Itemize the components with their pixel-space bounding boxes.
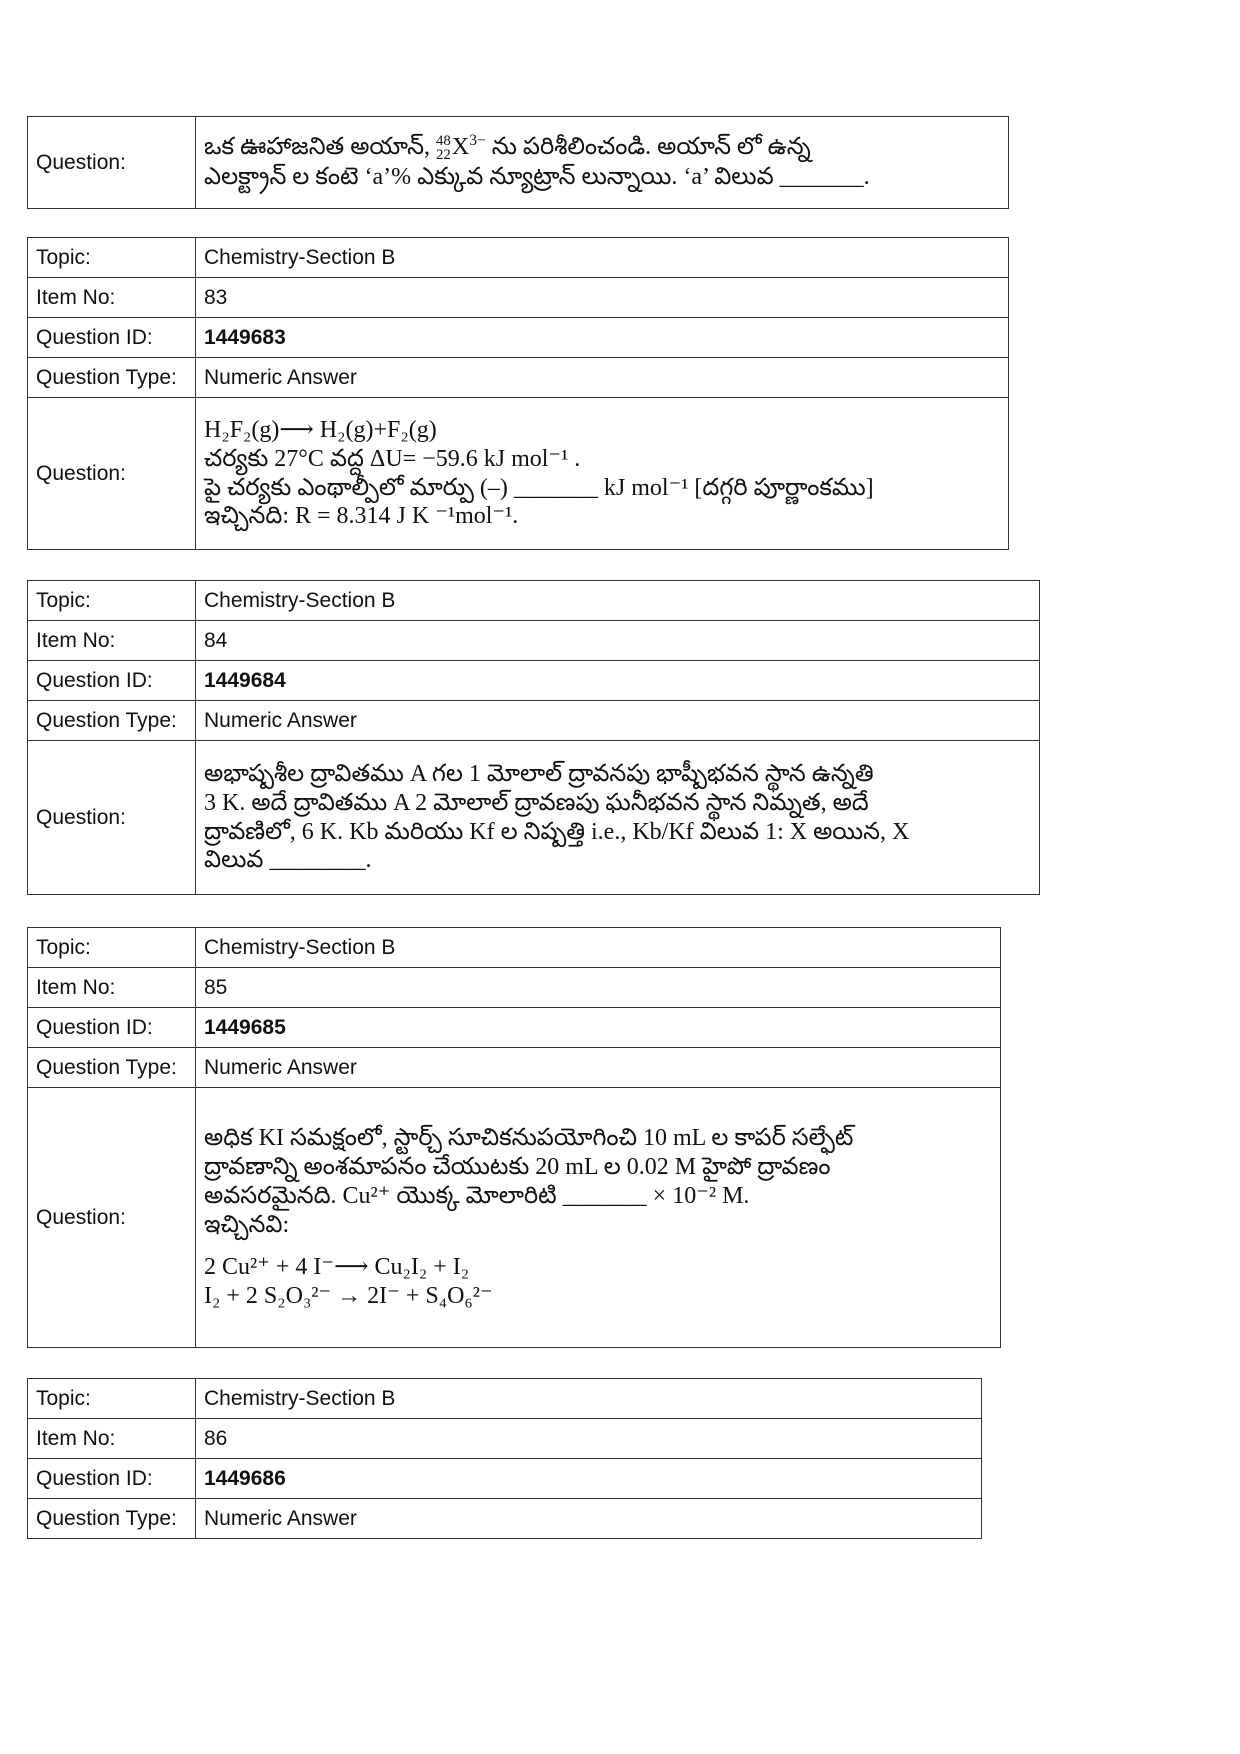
reaction-equation-1: 2 Cu²⁺ + 4 I⁻⟶ Cu₂I₂ + I₂ — [204, 1254, 470, 1281]
question-83-text — [196, 398, 1009, 550]
question-label: Question: — [28, 117, 196, 209]
topic-label: Topic: — [28, 238, 196, 278]
nuclide-symbol: X — [451, 133, 470, 160]
nuclide-charge: 3− — [469, 131, 486, 149]
item-no-value: 84 — [196, 621, 1040, 661]
question-type-label: Question Type: — [28, 701, 196, 741]
question-id-value: 1449683 — [196, 318, 1009, 358]
item-83-table — [27, 237, 1009, 550]
question-id-value: 1449684 — [196, 661, 1040, 701]
question-83-line3: పై చర్యకు ఎంథాల్పీలో మార్పు (–) _______ kJ mol⁻¹ [దగ్గరి పూర్ణాంకము] — [204, 474, 874, 501]
question-type-label: Question Type: — [28, 358, 196, 398]
question-label: Question: — [28, 1088, 196, 1348]
question-id-label: Question ID: — [28, 1459, 196, 1499]
item-no-value: 86 — [196, 1419, 982, 1459]
reaction-equation: H₂F₂(g)⟶ H₂(g)+F₂(g) — [204, 416, 437, 443]
topic-value: Chemistry-Section B — [196, 581, 1040, 621]
item-no-label: Item No: — [28, 621, 196, 661]
question-84-line4: విలువ ________. — [204, 847, 372, 874]
question-84-text — [196, 741, 1040, 895]
item-no-label: Item No: — [28, 1419, 196, 1459]
question-82-line1: ఒక ఊహాజనిత అయాన్, 48 $22X^{3-}$ ను పరిశీలించండి. అయాన్ లో ఉన్న — [204, 131, 811, 164]
answer-blank: _______ — [562, 1182, 647, 1209]
question-type-label: Question Type: — [28, 1499, 196, 1539]
item-84-table — [27, 580, 1040, 895]
question-84-line1: అభాష్పశీల ద్రావితము A గల 1 మోలాల్ ద్రావనపు భాష్పీభవన స్థాన ఉన్నతి — [204, 760, 874, 787]
question-type-value: Numeric Answer — [196, 1499, 982, 1539]
question-id-value: 1449685 — [196, 1008, 1001, 1048]
question-82-text — [196, 117, 1009, 209]
item-no-value: 83 — [196, 278, 1009, 318]
question-85-text — [196, 1088, 1001, 1348]
topic-label: Topic: — [28, 1379, 196, 1419]
question-85-line1: అధిక KI సమక్షంలో, స్టార్చ్ సూచికనుపయోగించి 10 mL ల కాపర్ సల్ఫేట్ — [204, 1125, 854, 1152]
item-85-table — [27, 927, 1001, 1348]
item-86-table — [27, 1378, 982, 1539]
question-id-value: 1449686 — [196, 1459, 982, 1499]
question-83-line2: చర్యకు 27°C వద్ద ΔU= −59.6 kJ mol⁻¹ . — [204, 445, 581, 472]
question-type-value: Numeric Answer — [196, 358, 1009, 398]
topic-value: Chemistry-Section B — [196, 238, 1009, 278]
question-id-label: Question ID: — [28, 661, 196, 701]
question-84-line3: ద్రావణిలో, 6 K. Kb మరియు Kf ల నిష్పత్తి i.e., Kb/Kf విలువ 1: X అయిన, X — [204, 818, 910, 845]
topic-value: Chemistry-Section B — [196, 1379, 982, 1419]
question-type-value: Numeric Answer — [196, 701, 1040, 741]
question-id-label: Question ID: — [28, 318, 196, 358]
reaction-equation-2: I₂ + 2 S₂O₃²⁻ → 2I⁻ + S₄O₆²⁻ — [204, 1283, 493, 1310]
item-no-label: Item No: — [28, 278, 196, 318]
question-85-line3: అవసరమైనది. Cu²⁺ యొక్క మోలారిటి _______ × 10⁻² M. — [204, 1182, 750, 1209]
item-no-label: Item No: — [28, 968, 196, 1008]
question-label: Question: — [28, 398, 196, 550]
answer-blank: _______ — [779, 164, 864, 191]
question-85-line4: ఇచ్చినవి: — [204, 1211, 290, 1238]
question-82-line2: ఎలక్ట్రాన్ ల కంటె ‘a’% ఎక్కువ న్యూట్రాన్ లున్నాయి. ‘a’ విలువ _______. — [204, 164, 870, 191]
question-83-line4: ఇచ్చినది: R = 8.314 J K ⁻¹mol⁻¹. — [204, 503, 519, 530]
answer-blank: _______ — [513, 474, 598, 501]
question-82-table — [27, 116, 1009, 209]
question-id-label: Question ID: — [28, 1008, 196, 1048]
answer-blank: ________ — [269, 847, 366, 874]
question-label: Question: — [28, 741, 196, 895]
topic-label: Topic: — [28, 928, 196, 968]
topic-value: Chemistry-Section B — [196, 928, 1001, 968]
question-85-line2: ద్రావణాన్ని అంశమాపనం చేయుటకు 20 mL ల 0.02 M హైపో ద్రావణం — [204, 1153, 831, 1180]
item-no-value: 85 — [196, 968, 1001, 1008]
question-type-label: Question Type: — [28, 1048, 196, 1088]
question-84-line2: 3 K. అదే ద్రావితము A 2 మోలాల్ ద్రావణపు ఘనీభవన స్థాన నిమ్నత, అదే — [204, 789, 869, 816]
question-type-value: Numeric Answer — [196, 1048, 1001, 1088]
nuclide-numbers: 48 22 — [435, 132, 451, 164]
topic-label: Topic: — [28, 581, 196, 621]
